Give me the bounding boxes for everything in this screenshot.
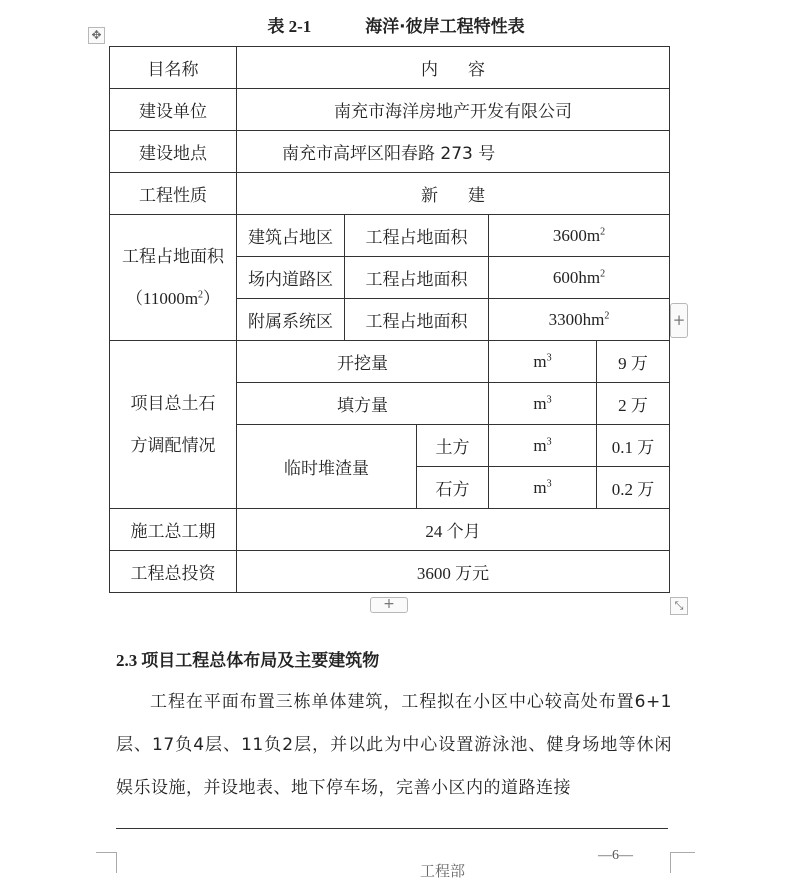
resize-icon[interactable]: ⤡ xyxy=(670,597,688,615)
table-row xyxy=(110,551,670,593)
land-label: 工程占地面积 xyxy=(122,246,224,267)
plus-icon[interactable]: + xyxy=(370,597,408,613)
soil-value: 0.1 万 xyxy=(597,425,670,467)
section-number: 2.3 xyxy=(116,651,138,670)
soil-label: 土方 xyxy=(417,425,489,467)
header-content-cell: 内容 xyxy=(237,47,670,89)
land-label-cell xyxy=(110,215,237,341)
table-row xyxy=(110,341,670,383)
fill-unit: $m^3$ xyxy=(489,383,597,425)
body-paragraph: 工程在平面布置三栋单体建筑，工程拟在小区中心较高处布置6+1层、17负4层、11负2层，并以此为中心设置游泳池、健身场地等休闲娱乐设施，并设地表、地下停车场，完善小区内的道路连接 xyxy=(116,692,672,798)
location-label: 建设地点 xyxy=(110,131,237,173)
land-zone-aux: 附属系统区 xyxy=(237,299,345,341)
duration-value: 24 个月 xyxy=(237,509,670,551)
nature-value: 新建 xyxy=(237,173,670,215)
earthwork-label-line1: 项目总土石 xyxy=(130,393,216,414)
table-title: 海洋·彼岸工程特性表 xyxy=(365,17,525,37)
table-row xyxy=(110,131,670,173)
page-number: —6— xyxy=(598,848,633,863)
nature-label: 工程性质 xyxy=(110,173,237,215)
soil-unit: $m^3$ xyxy=(489,425,597,467)
land-zone-road: 场内道路区 xyxy=(237,257,345,299)
table-number: 表 2-1 xyxy=(267,17,312,36)
land-metric-aux: 工程占地面积 xyxy=(345,299,489,341)
spec-table xyxy=(109,46,670,593)
stone-label: 石方 xyxy=(417,467,489,509)
header-item-cell: 目名称 xyxy=(110,47,237,89)
land-zone-building: 建筑占地区 xyxy=(237,215,345,257)
developer-label: 建设单位 xyxy=(110,89,237,131)
investment-label: 工程总投资 xyxy=(110,551,237,593)
investment-value: 3600 万元 xyxy=(237,551,670,593)
land-value-road: $600hm^2$ xyxy=(489,257,670,299)
land-metric-building: 工程占地面积 xyxy=(345,215,489,257)
move-icon[interactable]: ✥ xyxy=(88,27,105,44)
section-heading xyxy=(116,646,379,671)
plus-icon[interactable]: + xyxy=(670,303,688,338)
land-metric-road: 工程占地面积 xyxy=(345,257,489,299)
fill-value: 2 万 xyxy=(597,383,670,425)
table-row xyxy=(110,509,670,551)
location-value: 南充市高坪区阳春路 273 号 xyxy=(237,131,670,173)
page-corner-mark xyxy=(670,852,695,873)
temp-label: 临时堆渣量 xyxy=(237,425,417,509)
duration-label: 施工总工期 xyxy=(110,509,237,551)
table-caption xyxy=(0,12,792,37)
stone-value: 0.2 万 xyxy=(597,467,670,509)
excavation-value: 9 万 xyxy=(597,341,670,383)
excavation-label: 开挖量 xyxy=(237,341,489,383)
developer-value: 南充市海洋房地产开发有限公司 xyxy=(237,89,670,131)
footer-text: 工程部 xyxy=(420,862,466,880)
land-total: $(11000m^2)$ xyxy=(125,288,221,308)
table-row xyxy=(110,173,670,215)
section-title: 项目工程总体布局及主要建筑物 xyxy=(141,651,380,671)
table-row xyxy=(110,47,670,89)
excavation-unit: $m^3$ xyxy=(489,341,597,383)
table-row xyxy=(110,89,670,131)
earthwork-label-cell xyxy=(110,341,237,509)
fill-label: 填方量 xyxy=(237,383,489,425)
stone-unit: $m^3$ xyxy=(489,467,597,509)
earthwork-label-line2: 方调配情况 xyxy=(130,435,216,456)
land-value-aux: $3300hm^2$ xyxy=(489,299,670,341)
table-row xyxy=(110,215,670,257)
footer-rule xyxy=(116,828,668,829)
page-corner-mark xyxy=(96,852,117,873)
land-value-building: $3600m^2$ xyxy=(489,215,670,257)
